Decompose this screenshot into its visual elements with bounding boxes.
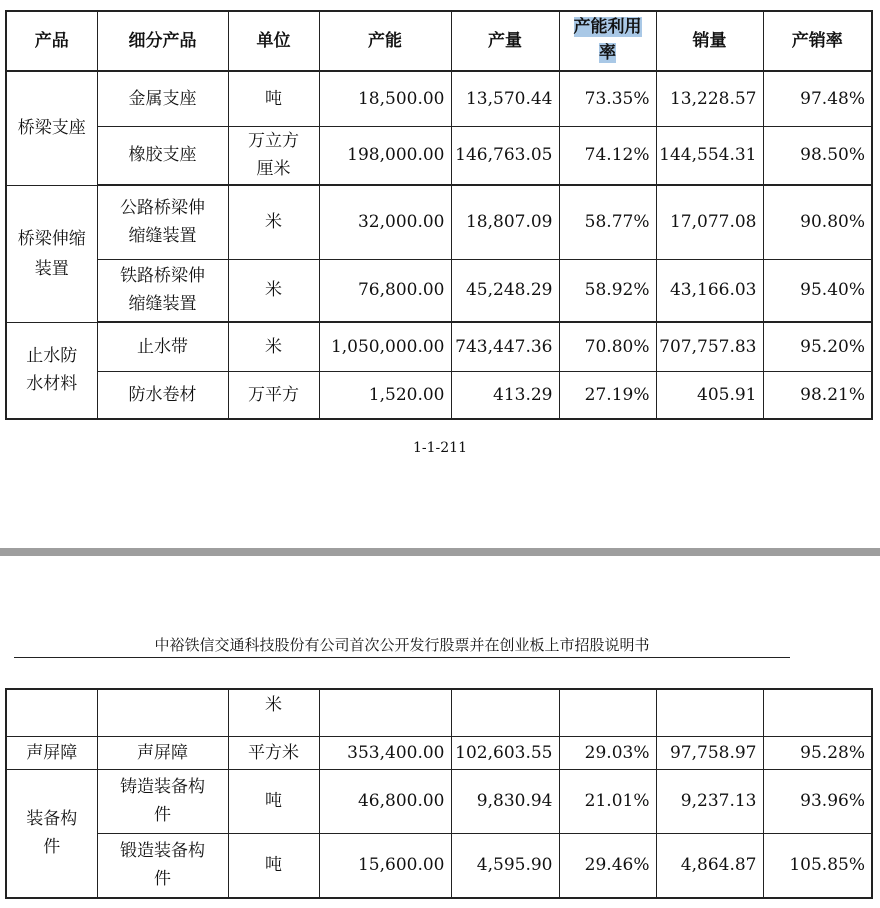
sub-product-cell: 止水带 xyxy=(97,322,228,371)
utilization-cell: 58.77% xyxy=(559,185,656,259)
unit-cell: 米 xyxy=(228,259,319,322)
header-sub-product: 细分产品 xyxy=(97,11,228,71)
unit-cell: 吨 xyxy=(228,71,319,126)
unit-cell: 平方米 xyxy=(228,736,319,769)
sub-product-cell: 防水卷材 xyxy=(97,371,228,419)
sales-rate-cell: 105.85% xyxy=(763,833,872,898)
product-cell: 止水防水材料 xyxy=(6,322,97,419)
header-utilization xyxy=(559,11,656,71)
output-cell: 146,763.05 xyxy=(451,126,559,185)
header-utilization-text: 产能利用率 xyxy=(573,17,642,63)
sales-rate-cell xyxy=(763,689,872,736)
page-separator xyxy=(0,548,880,556)
product-cell: 桥梁伸缩装置 xyxy=(6,185,97,322)
sub-product-cell: 锻造装备构件 xyxy=(97,833,228,898)
page-bottom xyxy=(0,556,880,908)
output-cell: 45,248.29 xyxy=(451,259,559,322)
capacity-cell: 353,400.00 xyxy=(319,736,451,769)
sub-product-cell: 声屏障 xyxy=(97,736,228,769)
table-row xyxy=(6,322,872,371)
unit-cell: 吨 xyxy=(228,833,319,898)
capacity-cell xyxy=(319,689,451,736)
sales-cell: 43,166.03 xyxy=(656,259,763,322)
table-row xyxy=(6,259,872,322)
sales-rate-cell: 95.28% xyxy=(763,736,872,769)
output-cell: 102,603.55 xyxy=(451,736,559,769)
sales-cell: 17,077.08 xyxy=(656,185,763,259)
utilization-cell: 58.92% xyxy=(559,259,656,322)
output-cell: 9,830.94 xyxy=(451,769,559,833)
table-header-row xyxy=(6,11,872,71)
sales-rate-cell: 90.80% xyxy=(763,185,872,259)
sales-rate-cell: 98.50% xyxy=(763,126,872,185)
utilization-cell: 74.12% xyxy=(559,126,656,185)
output-cell: 18,807.09 xyxy=(451,185,559,259)
sales-rate-cell: 95.40% xyxy=(763,259,872,322)
product-cell: 装备构件 xyxy=(6,769,97,898)
sub-product-cell: 铸造装备构件 xyxy=(97,769,228,833)
capacity-cell: 32,000.00 xyxy=(319,185,451,259)
output-cell: 13,570.44 xyxy=(451,71,559,126)
capacity-table-continued xyxy=(5,688,873,899)
product-cell: 桥梁支座 xyxy=(6,71,97,185)
capacity-table xyxy=(5,10,873,420)
sales-rate-cell: 95.20% xyxy=(763,322,872,371)
utilization-cell: 29.03% xyxy=(559,736,656,769)
document-header: 中裕铁信交通科技股份有公司首次公开发行股票并在创业板上市招股说明书 xyxy=(14,634,790,658)
output-cell: 4,595.90 xyxy=(451,833,559,898)
output-cell xyxy=(451,689,559,736)
utilization-cell: 27.19% xyxy=(559,371,656,419)
table-row xyxy=(6,689,872,736)
unit-cell: 万平方 xyxy=(228,371,319,419)
header-capacity: 产能 xyxy=(319,11,451,71)
utilization-cell: 73.35% xyxy=(559,71,656,126)
capacity-cell: 1,050,000.00 xyxy=(319,322,451,371)
utilization-cell: 21.01% xyxy=(559,769,656,833)
sub-product-cell: 铁路桥梁伸缩缝装置 xyxy=(97,259,228,322)
unit-cell: 米 xyxy=(228,689,319,736)
sales-cell: 405.91 xyxy=(656,371,763,419)
utilization-cell xyxy=(559,689,656,736)
sales-rate-cell: 97.48% xyxy=(763,71,872,126)
page-number: 1-1-211 xyxy=(413,440,467,456)
sales-rate-cell: 93.96% xyxy=(763,769,872,833)
header-unit: 单位 xyxy=(228,11,319,71)
utilization-cell: 29.46% xyxy=(559,833,656,898)
sales-cell xyxy=(656,689,763,736)
capacity-cell: 76,800.00 xyxy=(319,259,451,322)
unit-cell: 万立方厘米 xyxy=(228,126,319,185)
sales-cell: 144,554.31 xyxy=(656,126,763,185)
table-row xyxy=(6,71,872,126)
output-cell: 413.29 xyxy=(451,371,559,419)
sales-cell: 97,758.97 xyxy=(656,736,763,769)
sub-product-cell xyxy=(97,689,228,736)
sales-cell: 4,864.87 xyxy=(656,833,763,898)
table-row xyxy=(6,185,872,259)
sales-rate-cell: 98.21% xyxy=(763,371,872,419)
sales-cell: 707,757.83 xyxy=(656,322,763,371)
capacity-cell: 198,000.00 xyxy=(319,126,451,185)
product-cell: 声屏障 xyxy=(6,736,97,769)
table-row xyxy=(6,126,872,185)
sub-product-cell: 橡胶支座 xyxy=(97,126,228,185)
capacity-cell: 18,500.00 xyxy=(319,71,451,126)
sub-product-cell: 公路桥梁伸缩缝装置 xyxy=(97,185,228,259)
table-row xyxy=(6,769,872,833)
unit-cell: 吨 xyxy=(228,769,319,833)
table-row xyxy=(6,371,872,419)
header-sales: 销量 xyxy=(656,11,763,71)
capacity-cell: 46,800.00 xyxy=(319,769,451,833)
capacity-cell: 1,520.00 xyxy=(319,371,451,419)
header-sales-rate: 产销率 xyxy=(763,11,872,71)
capacity-cell: 15,600.00 xyxy=(319,833,451,898)
unit-cell: 米 xyxy=(228,185,319,259)
unit-cell: 米 xyxy=(228,322,319,371)
table-row xyxy=(6,833,872,898)
sub-product-cell: 金属支座 xyxy=(97,71,228,126)
sales-cell: 13,228.57 xyxy=(656,71,763,126)
output-cell: 743,447.36 xyxy=(451,322,559,371)
product-cell xyxy=(6,689,97,736)
sales-cell: 9,237.13 xyxy=(656,769,763,833)
header-product: 产品 xyxy=(6,11,97,71)
header-output: 产量 xyxy=(451,11,559,71)
utilization-cell: 70.80% xyxy=(559,322,656,371)
table-row xyxy=(6,736,872,769)
